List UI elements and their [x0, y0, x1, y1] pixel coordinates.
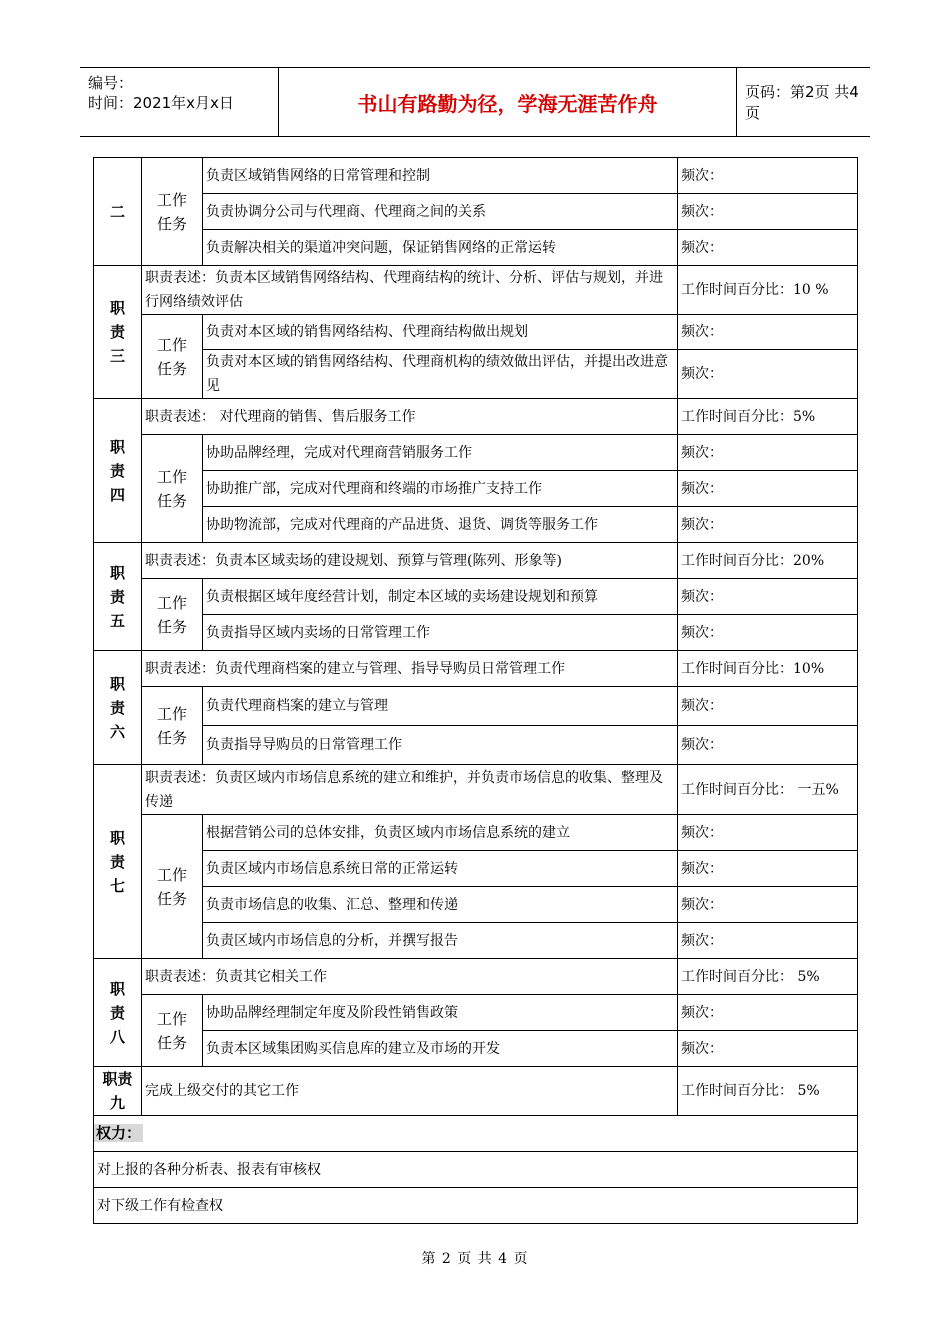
task-text: 协助推广部，完成对代理商和终端的市场推广支持工作 — [203, 471, 678, 507]
duty-summary-row — [94, 959, 858, 995]
task-text: 负责区域内市场信息系统日常的正常运转 — [203, 851, 678, 887]
task-group-label: 工作 任务 — [142, 579, 203, 651]
duty-label: 职 责 五 — [94, 543, 142, 651]
task-row — [94, 194, 858, 230]
task-text: 负责指导区域内卖场的日常管理工作 — [203, 615, 678, 651]
task-frequency: 频次： — [678, 507, 858, 543]
duty-label: 职 责 六 — [94, 651, 142, 765]
task-text: 负责区域内市场信息的分析，并撰写报告 — [203, 923, 678, 959]
duty-label: 二 — [94, 158, 142, 266]
page-header — [80, 67, 870, 137]
task-row — [94, 615, 858, 651]
duties-table — [93, 157, 858, 1224]
duty-time-percent: 工作时间百分比：10% — [678, 651, 858, 687]
task-frequency: 频次： — [678, 194, 858, 230]
task-row — [94, 471, 858, 507]
task-row — [94, 851, 858, 887]
task-frequency: 频次： — [678, 887, 858, 923]
duty-summary-row — [94, 399, 858, 435]
task-row — [94, 1031, 858, 1067]
task-frequency: 频次： — [678, 1031, 858, 1067]
task-group-label: 工作 任务 — [142, 687, 203, 765]
duty-time-percent: 工作时间百分比： 一五% — [678, 765, 858, 815]
header-meta — [80, 68, 279, 136]
task-frequency: 频次： — [678, 995, 858, 1031]
time-label: 时间：2021年x月x日 — [88, 94, 234, 112]
task-text: 协助物流部，完成对代理商的产品进货、退货、调货等服务工作 — [203, 507, 678, 543]
task-frequency: 频次： — [678, 815, 858, 851]
duty-time-percent: 工作时间百分比： 5% — [678, 959, 858, 995]
task-frequency: 频次： — [678, 435, 858, 471]
task-text: 协助品牌经理制定年度及阶段性销售政策 — [203, 995, 678, 1031]
task-row — [94, 726, 858, 765]
task-text: 负责对本区域的销售网络结构、代理商机构的绩效做出评估，并提出改进意见 — [203, 350, 678, 399]
task-text: 负责指导导购员的日常管理工作 — [203, 726, 678, 765]
duty-label: 职 责 七 — [94, 765, 142, 959]
task-text: 负责区域销售网络的日常管理和控制 — [203, 158, 678, 194]
task-frequency: 频次： — [678, 923, 858, 959]
task-text: 负责根据区域年度经营计划，制定本区域的卖场建设规划和预算 — [203, 579, 678, 615]
task-frequency: 频次： — [678, 615, 858, 651]
task-frequency: 频次： — [678, 230, 858, 266]
duty-summary: 职责表述：负责其它相关工作 — [142, 959, 678, 995]
task-row — [94, 579, 858, 615]
task-frequency: 频次： — [678, 687, 858, 726]
duty-time-percent: 工作时间百分比：5% — [678, 399, 858, 435]
task-text: 协助品牌经理，完成对代理商营销服务工作 — [203, 435, 678, 471]
task-text: 负责解决相关的渠道冲突问题，保证销售网络的正常运转 — [203, 230, 678, 266]
task-group-label: 工作 任务 — [142, 158, 203, 266]
task-row — [94, 995, 858, 1031]
authority-item: 对下级工作有检查权 — [94, 1188, 858, 1224]
duty-time-percent: 工作时间百分比： 5% — [678, 1067, 858, 1116]
task-frequency: 频次： — [678, 471, 858, 507]
duty-summary-row — [94, 266, 858, 315]
task-text: 根据营销公司的总体安排，负责区域内市场信息系统的建立 — [203, 815, 678, 851]
duty-label: 职 责 八 — [94, 959, 142, 1067]
task-row — [94, 507, 858, 543]
task-row — [94, 815, 858, 851]
task-text: 负责市场信息的收集、汇总、整理和传递 — [203, 887, 678, 923]
duty-summary: 职责表述：负责本区域销售网络结构、代理商结构的统计、分析、评估与规划，并进行网络绩效评估 — [142, 266, 678, 315]
authority-heading: 权力： — [96, 1124, 142, 1142]
header-motto: 书山有路勤为径，学海无涯苦作舟 — [279, 68, 737, 136]
duty-nine-row — [94, 1067, 858, 1116]
duty-label: 职 责 三 — [94, 266, 142, 399]
task-frequency: 频次： — [678, 579, 858, 615]
task-text: 负责代理商档案的建立与管理 — [203, 687, 678, 726]
task-frequency: 频次： — [678, 315, 858, 350]
task-group-label: 工作 任务 — [142, 435, 203, 543]
duty-summary: 职责表述：负责本区域卖场的建设规划、预算与管理(陈列、形象等) — [142, 543, 678, 579]
authority-item-row — [94, 1188, 858, 1224]
task-group-label: 工作 任务 — [142, 815, 203, 959]
task-text: 负责对本区域的销售网络结构、代理商结构做出规划 — [203, 315, 678, 350]
duty-label: 职责 九 — [94, 1067, 142, 1116]
task-frequency: 频次： — [678, 350, 858, 399]
duty-summary: 职责表述： 对代理商的销售、售后服务工作 — [142, 399, 678, 435]
task-row — [94, 350, 858, 399]
task-frequency: 频次： — [678, 158, 858, 194]
task-frequency: 频次： — [678, 851, 858, 887]
page-footer: 第 2 页 共 4 页 — [421, 1251, 529, 1267]
duty-summary-row — [94, 543, 858, 579]
duty-nine-text: 完成上级交付的其它工作 — [142, 1067, 678, 1116]
authority-item-row — [94, 1152, 858, 1188]
authority-heading-row — [94, 1116, 858, 1152]
task-frequency: 频次： — [678, 726, 858, 765]
task-row — [94, 687, 858, 726]
header-page-label: 页码：第2页 共4页 — [745, 83, 859, 122]
duty-summary-row — [94, 765, 858, 815]
task-row — [94, 923, 858, 959]
task-row — [94, 315, 858, 350]
duty-summary: 职责表述：负责代理商档案的建立与管理、指导导购员日常管理工作 — [142, 651, 678, 687]
duty-label: 职 责 四 — [94, 399, 142, 543]
task-row — [94, 230, 858, 266]
task-group-label: 工作 任务 — [142, 315, 203, 399]
task-row — [94, 158, 858, 194]
duty-summary: 职责表述：负责区域内市场信息系统的建立和维护，并负责市场信息的收集、整理及传递 — [142, 765, 678, 815]
task-text: 负责本区域集团购买信息库的建立及市场的开发 — [203, 1031, 678, 1067]
number-label: 编号： — [88, 74, 134, 92]
authority-heading-cell — [94, 1116, 858, 1152]
duty-time-percent: 工作时间百分比：20% — [678, 543, 858, 579]
authority-item: 对上报的各种分析表、报表有审核权 — [94, 1152, 858, 1188]
duty-time-percent: 工作时间百分比：10 % — [678, 266, 858, 315]
task-group-label: 工作 任务 — [142, 995, 203, 1067]
task-text: 负责协调分公司与代理商、代理商之间的关系 — [203, 194, 678, 230]
duty-summary-row — [94, 651, 858, 687]
task-row — [94, 887, 858, 923]
task-row — [94, 435, 858, 471]
